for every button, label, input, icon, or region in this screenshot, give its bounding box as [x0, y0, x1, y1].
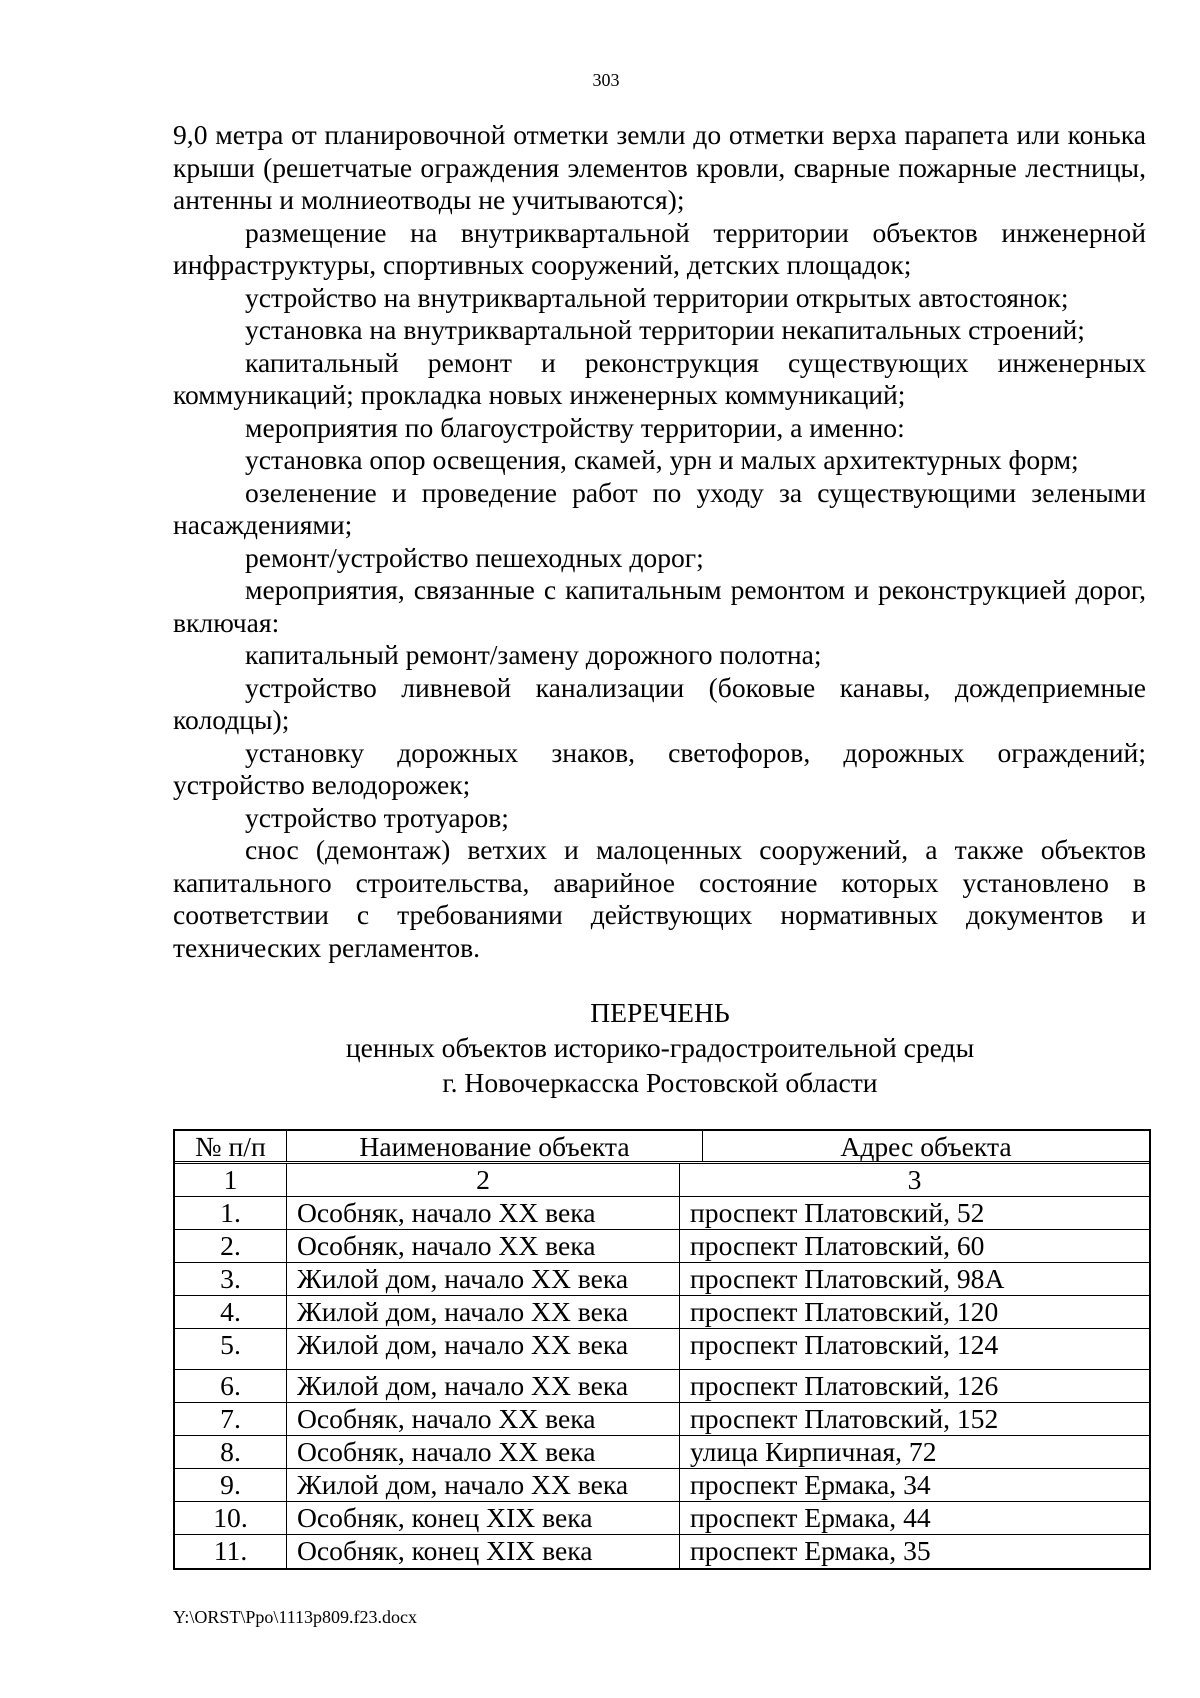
paragraph: капитальный ремонт/замену дорожного полотна;: [245, 639, 822, 670]
paragraph: снос (демонтаж) ветхих и малоценных сооружений, а также объектов капитального строительства, аварийное состояние которых установлено в соответствии с требованиями действующих нормативных документов и технических регламентов.: [173, 834, 1146, 963]
list-heading: [0, 995, 1200, 1100]
paragraph: озеленение и проведение работ по уходу за существующими зелеными насаждениями;: [173, 476, 1146, 540]
page-number: 303: [592, 70, 620, 90]
object-name: Жилой дом, начало XX века: [287, 1296, 680, 1328]
object-address: улица Кирпичная, 72: [690, 1436, 937, 1467]
object-address: проспект Платовский, 124: [690, 1329, 999, 1360]
header-number: № п/п: [175, 1131, 287, 1161]
paragraph: установку дорожных знаков, светофоров, дорожных ограждений; устройство велодорожек;: [173, 736, 1146, 800]
object-address: проспект Ермака, 34: [690, 1469, 931, 1500]
table-row: [175, 1535, 1149, 1568]
object-name: Жилой дом, начало XX века: [287, 1469, 680, 1501]
object-address: проспект Платовский, 98А: [690, 1263, 1005, 1294]
table-row: [175, 1263, 1149, 1296]
paragraph: мероприятия по благоустройству территории, а именно:: [245, 411, 905, 443]
row-number: 10.: [175, 1502, 287, 1534]
footer-file-path: Y:\ORST\Ppo\1113p809.f23.docx: [173, 1607, 418, 1627]
table-row: [175, 1296, 1149, 1329]
table-column-numbers-row: [175, 1164, 1149, 1197]
row-number: 8.: [175, 1436, 287, 1468]
table-row: [175, 1197, 1149, 1230]
object-address: проспект Платовский, 120: [690, 1296, 999, 1327]
table-row: [175, 1329, 1149, 1370]
object-address: проспект Платовский, 152: [690, 1403, 999, 1434]
column-number: 1: [175, 1164, 287, 1196]
row-number: 9.: [175, 1469, 287, 1501]
object-name: Жилой дом, начало XX века: [287, 1329, 680, 1369]
object-name: Особняк, конец XIX века: [287, 1535, 680, 1568]
header-object-name: Наименование объекта: [287, 1131, 703, 1161]
table-row: [175, 1230, 1149, 1263]
row-number: 6.: [175, 1370, 287, 1402]
paragraph: устройство ливневой канализации (боковые канавы, дождеприемные колодцы);: [173, 671, 1146, 735]
paragraph: размещение на внутриквартальной территории объектов инженерной инфраструктуры, спортивных сооружений, детских площадок;: [173, 216, 1146, 280]
row-number: 7.: [175, 1403, 287, 1435]
table-row: [175, 1370, 1149, 1403]
row-number: 2.: [175, 1230, 287, 1262]
body-text: [173, 119, 1146, 964]
object-address: проспект Платовский, 126: [690, 1370, 999, 1401]
header-object-address: Адрес объекта: [840, 1131, 1012, 1161]
table-row: [175, 1502, 1149, 1535]
row-number: 3.: [175, 1263, 287, 1295]
column-number: 3: [907, 1164, 922, 1195]
objects-table: [173, 1129, 1151, 1570]
table-header-row: [175, 1131, 1149, 1164]
paragraph: капитальный ремонт и реконструкция существующих инженерных коммуникаций; прокладка новых инженерных коммуникаций;: [173, 346, 1146, 410]
list-title: ПЕРЕЧЕНЬ: [590, 997, 730, 1028]
paragraph: 9,0 метра от планировочной отметки земли до отметки верха парапета или конька крыши (решетчатые ограждения элементов кровли, сварные пожарные лестницы, антенны и молниеотводы не учитываются);: [173, 119, 1146, 215]
paragraph: установка опор освещения, скамей, урн и малых архитектурных форм;: [245, 444, 1079, 475]
paragraph: установка на внутриквартальной территории некапитальных строений;: [245, 314, 1085, 345]
object-name: Жилой дом, начало XX века: [287, 1370, 680, 1402]
row-number: 4.: [175, 1296, 287, 1328]
column-number: 2: [287, 1164, 680, 1196]
table-row: [175, 1469, 1149, 1502]
object-name: Жилой дом, начало XX века: [287, 1263, 680, 1295]
object-address: проспект Платовский, 60: [690, 1230, 985, 1261]
object-address: проспект Ермака, 35: [690, 1535, 931, 1566]
row-number: 5.: [175, 1329, 287, 1369]
row-number: 11.: [175, 1535, 287, 1568]
paragraph: ремонт/устройство пешеходных дорог;: [245, 541, 704, 573]
paragraph: мероприятия, связанные с капитальным ремонтом и реконструкцией дорог, включая:: [173, 574, 1146, 638]
object-name: Особняк, начало XX века: [287, 1230, 680, 1262]
object-name: Особняк, начало XX века: [287, 1403, 680, 1435]
object-name: Особняк, начало XX века: [287, 1436, 680, 1468]
object-name: Особняк, конец XIX века: [287, 1502, 680, 1534]
row-number: 1.: [175, 1197, 287, 1229]
list-subtitle: ценных объектов историко-градостроительной среды: [345, 1032, 975, 1063]
paragraph: устройство тротуаров;: [245, 801, 509, 833]
list-subtitle-city: г. Новочеркасска Ростовской области: [442, 1067, 878, 1098]
object-address: проспект Платовский, 52: [690, 1197, 985, 1228]
table-row: [175, 1403, 1149, 1436]
table-row: [175, 1436, 1149, 1469]
object-name: Особняк, начало XX века: [287, 1197, 680, 1229]
object-address: проспект Ермака, 44: [690, 1502, 931, 1533]
paragraph: устройство на внутриквартальной территории открытых автостоянок;: [245, 281, 1069, 313]
